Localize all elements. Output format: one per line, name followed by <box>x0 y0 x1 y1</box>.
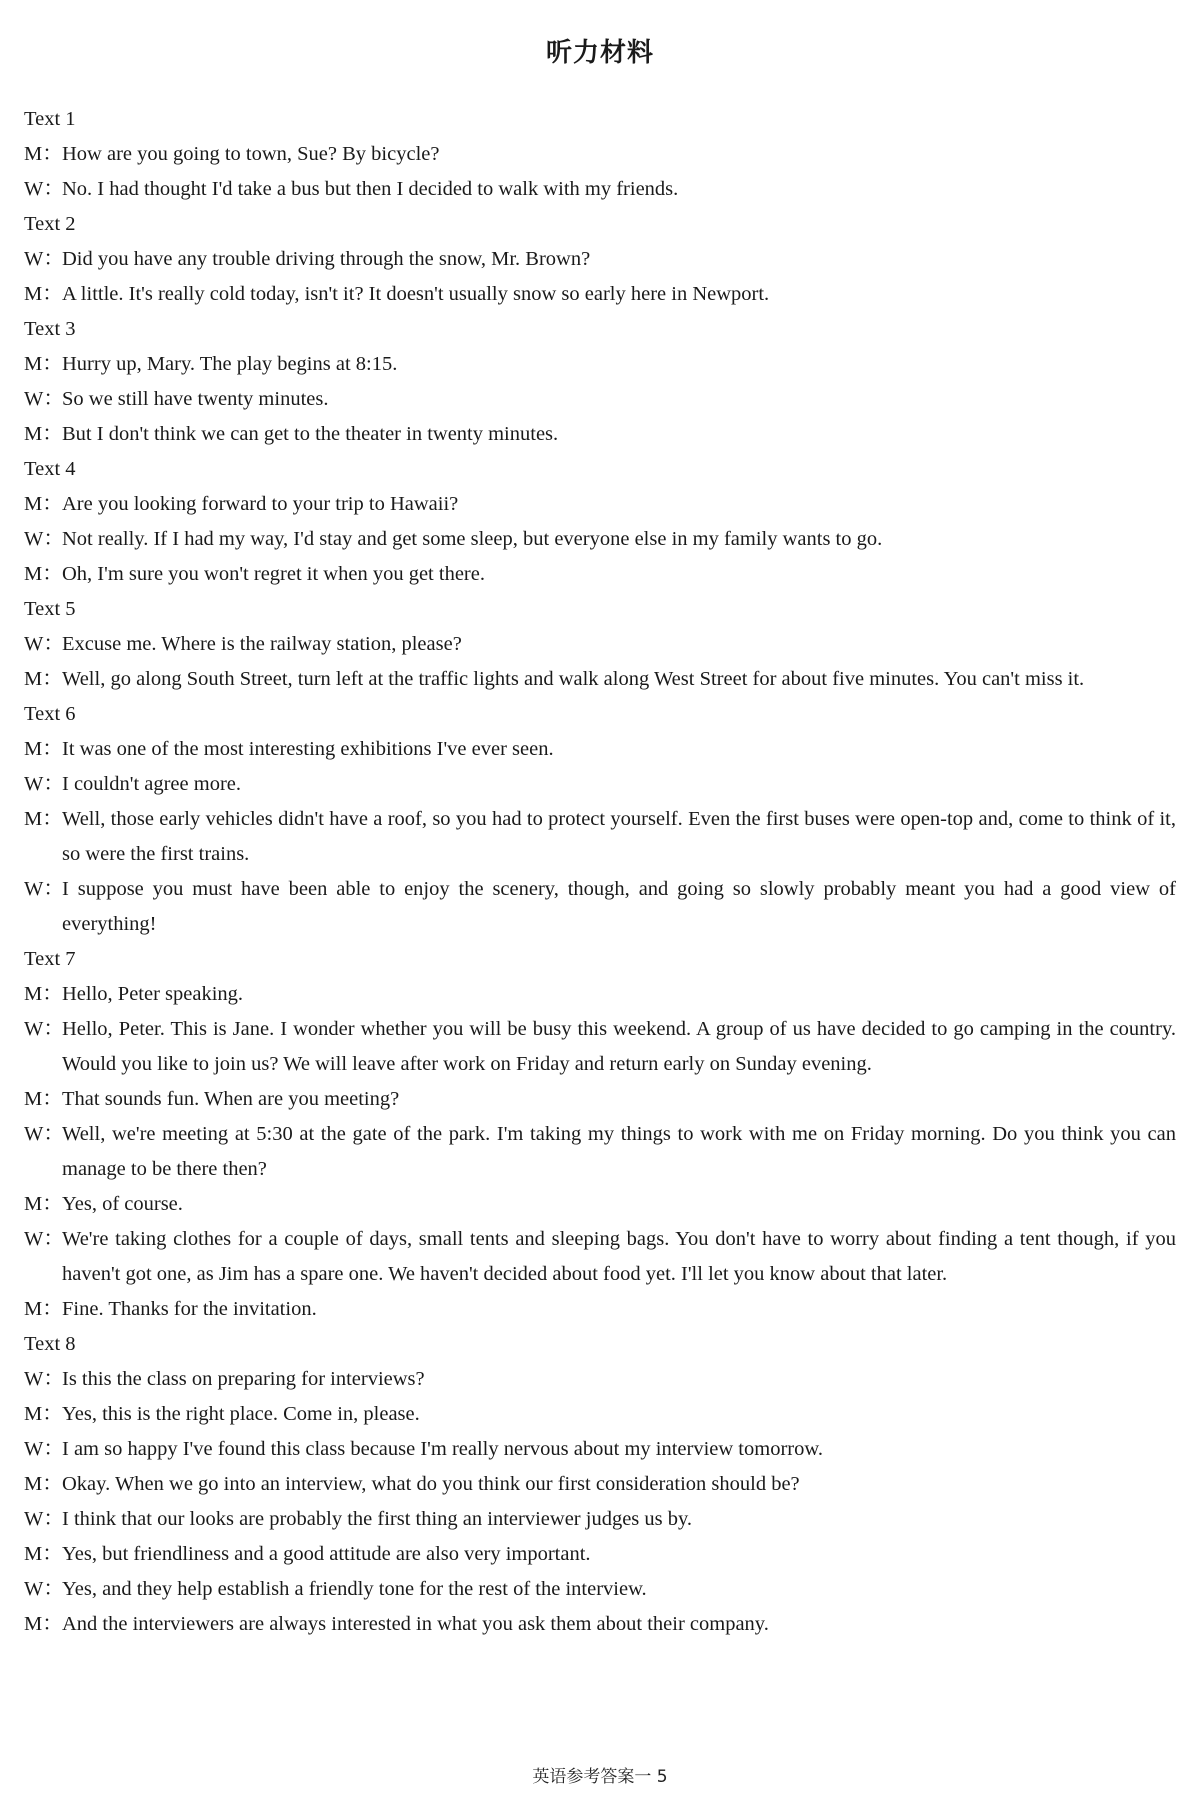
transcript-body <box>24 102 1176 1642</box>
dialogue-line <box>24 1397 1176 1432</box>
speaker-label: W： <box>24 1578 64 1600</box>
dialogue-line <box>24 487 1176 522</box>
utterance-text: But I don't think we can get to the theater in twenty minutes. <box>62 423 559 445</box>
utterance-text: Excuse me. Where is the railway station, please? <box>62 633 462 655</box>
utterance-text: Hello, Peter speaking. <box>62 983 244 1005</box>
dialogue-line <box>24 277 1176 312</box>
section-label: Text 5 <box>24 598 76 620</box>
speaker-label: M： <box>24 808 63 830</box>
dialogue-line <box>24 522 1176 557</box>
dialogue-line <box>24 1537 1176 1572</box>
speaker-label: M： <box>24 143 63 165</box>
speaker-label: M： <box>24 738 63 760</box>
utterance-text: Did you have any trouble driving through the snow, Mr. Brown? <box>62 248 591 270</box>
speaker-label: M： <box>24 1543 63 1565</box>
speaker-label: W： <box>24 178 64 200</box>
dialogue-line <box>24 802 1176 872</box>
speaker-label: W： <box>24 1438 64 1460</box>
dialogue-line <box>24 1362 1176 1397</box>
speaker-label: W： <box>24 878 64 900</box>
utterance-text: So we still have twenty minutes. <box>62 388 329 410</box>
utterance-text: Well, we're meeting at 5:30 at the gate of the park. I'm taking my things to work with me on Friday morning. Do you think you can manage to be there then? <box>62 1123 1176 1180</box>
utterance-text: Not really. If I had my way, I'd stay and get some sleep, but everyone else in my family wants to go. <box>62 528 883 550</box>
section-label: Text 8 <box>24 1333 76 1355</box>
section-label: Text 7 <box>24 948 76 970</box>
dialogue-line <box>24 1607 1176 1642</box>
speaker-label: W： <box>24 1508 64 1530</box>
dialogue-line <box>24 347 1176 382</box>
speaker-label: M： <box>24 668 63 690</box>
utterance-text: Is this the class on preparing for interviews? <box>62 1368 425 1390</box>
utterance-text: Yes, of course. <box>62 1193 183 1215</box>
utterance-text: Yes, and they help establish a friendly tone for the rest of the interview. <box>62 1578 647 1600</box>
speaker-label: M： <box>24 283 63 305</box>
utterance-text: Are you looking forward to your trip to Hawaii? <box>62 493 459 515</box>
utterance-text: That sounds fun. When are you meeting? <box>62 1088 400 1110</box>
speaker-label: M： <box>24 1473 63 1495</box>
speaker-label: M： <box>24 493 63 515</box>
speaker-label: W： <box>24 1228 64 1250</box>
speaker-label: M： <box>24 1298 63 1320</box>
dialogue-line <box>24 1432 1176 1467</box>
utterance-text: It was one of the most interesting exhibitions I've ever seen. <box>62 738 554 760</box>
dialogue-line <box>24 172 1176 207</box>
dialogue-line <box>24 137 1176 172</box>
dialogue-line <box>24 1467 1176 1502</box>
utterance-text: How are you going to town, Sue? By bicycle? <box>62 143 440 165</box>
dialogue-line <box>24 627 1176 662</box>
dialogue-line <box>24 382 1176 417</box>
utterance-text: No. I had thought I'd take a bus but then I decided to walk with my friends. <box>62 178 679 200</box>
utterance-text: Well, those early vehicles didn't have a roof, so you had to protect yourself. Even the first buses were open-top and, come to think of it, so were the first trains. <box>62 808 1176 865</box>
utterance-text: Yes, but friendliness and a good attitude are also very important. <box>62 1543 591 1565</box>
speaker-label: W： <box>24 528 64 550</box>
dialogue-line <box>24 1572 1176 1607</box>
speaker-label: M： <box>24 1403 63 1425</box>
utterance-text: And the interviewers are always interested in what you ask them about their company. <box>62 1613 769 1635</box>
dialogue-line <box>24 872 1176 942</box>
dialogue-line <box>24 977 1176 1012</box>
dialogue-line <box>24 1292 1176 1327</box>
speaker-label: W： <box>24 388 64 410</box>
utterance-text: I suppose you must have been able to enjoy the scenery, though, and going so slowly probably meant you had a good view of everything! <box>62 878 1176 935</box>
page-footer: 英语参考答案一 5 <box>532 1767 668 1787</box>
speaker-label: W： <box>24 633 64 655</box>
dialogue-line <box>24 1222 1176 1292</box>
speaker-label: M： <box>24 1088 63 1110</box>
dialogue-line <box>24 242 1176 277</box>
utterance-text: Well, go along South Street, turn left at the traffic lights and walk along West Street for about five minutes. You can't miss it. <box>62 668 1085 690</box>
section-label: Text 3 <box>24 318 76 340</box>
dialogue-line <box>24 1502 1176 1537</box>
dialogue-line <box>24 767 1176 802</box>
speaker-label: M： <box>24 423 63 445</box>
section-label: Text 2 <box>24 213 76 235</box>
utterance-text: We're taking clothes for a couple of days, small tents and sleeping bags. You don't have to worry about finding a tent though, if you haven't got one, as Jim has a spare one. We haven't decided about food yet. I'll let you know about that later. <box>62 1228 1176 1285</box>
dialogue-line <box>24 732 1176 767</box>
utterance-text: Hurry up, Mary. The play begins at 8:15. <box>62 353 398 375</box>
speaker-label: W： <box>24 248 64 270</box>
dialogue-line <box>24 1117 1176 1187</box>
speaker-label: M： <box>24 563 63 585</box>
speaker-label: W： <box>24 1018 64 1040</box>
section-label: Text 6 <box>24 703 76 725</box>
speaker-label: W： <box>24 1368 64 1390</box>
utterance-text: I couldn't agree more. <box>62 773 242 795</box>
utterance-text: I think that our looks are probably the first thing an interviewer judges us by. <box>62 1508 693 1530</box>
speaker-label: M： <box>24 983 63 1005</box>
utterance-text: I am so happy I've found this class because I'm really nervous about my interview tomorrow. <box>62 1438 823 1460</box>
utterance-text: Oh, I'm sure you won't regret it when you get there. <box>62 563 485 585</box>
speaker-label: M： <box>24 1193 63 1215</box>
section-label: Text 1 <box>24 108 76 130</box>
utterance-text: Yes, this is the right place. Come in, please. <box>62 1403 420 1425</box>
utterance-text: Okay. When we go into an interview, what do you think our first consideration should be? <box>62 1473 800 1495</box>
speaker-label: W： <box>24 1123 64 1145</box>
dialogue-line <box>24 1012 1176 1082</box>
page-title: 听力材料 <box>545 38 654 68</box>
dialogue-line <box>24 417 1176 452</box>
dialogue-line <box>24 1187 1176 1222</box>
dialogue-line <box>24 662 1176 697</box>
dialogue-line <box>24 557 1176 592</box>
utterance-text: Fine. Thanks for the invitation. <box>62 1298 317 1320</box>
speaker-label: W： <box>24 773 64 795</box>
section-label: Text 4 <box>24 458 76 480</box>
speaker-label: M： <box>24 1613 63 1635</box>
utterance-text: A little. It's really cold today, isn't it? It doesn't usually snow so early here in Newport. <box>62 283 770 305</box>
speaker-label: M： <box>24 353 63 375</box>
utterance-text: Hello, Peter. This is Jane. I wonder whether you will be busy this weekend. A group of us have decided to go camping in the country. Would you like to join us? We will leave after work on Friday and return early on Sunday evening. <box>62 1018 1176 1075</box>
dialogue-line <box>24 1082 1176 1117</box>
